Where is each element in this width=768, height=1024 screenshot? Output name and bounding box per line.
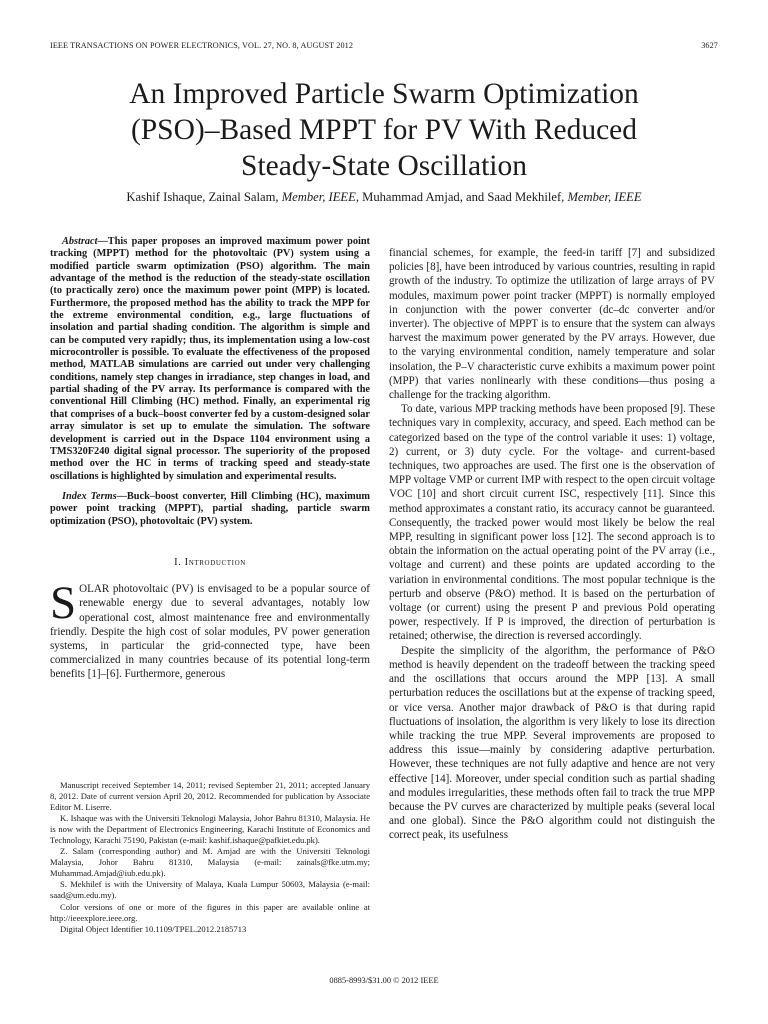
title-line: (PSO)–Based MPPT for PV With Reduced (130, 114, 638, 146)
page-number: 3627 (701, 41, 718, 50)
journal-header: IEEE TRANSACTIONS ON POWER ELECTRONICS, VOL. 27, NO. 8, AUGUST 2012 (50, 41, 354, 50)
footnotes (50, 780, 370, 935)
paper-title (40, 76, 728, 184)
title-line: An Improved Particle Swarm Optimization (129, 78, 639, 110)
left-column (50, 236, 370, 682)
footnote-mekhilef: S. Mekhilef is with the University of Malaya, Kuala Lumpur 50603, Malaysia (e-mail: saad@um.edu.my). (50, 879, 370, 901)
abstract-lead: Abstract (62, 236, 98, 247)
index-terms-lead: Index Terms (62, 490, 117, 502)
intro-text: OLAR photovoltaic (PV) is envisaged to be a popular source of renewable energy due to several advantages, notably low operational cost, almost maintenance free and environmentally friendly. Despite the high cost of solar modules, PV power generation systems, in particular the grid-connected type, have been commercialized in many countries because of its potential long-term benefits [1]–[6]. Furthermore, generous (50, 583, 370, 681)
footnote-doi: Digital Object Identifier 10.1109/TPEL.2012.2185713 (60, 923, 247, 934)
copyright-line: 0885-8993/$31.00 © 2012 IEEE (329, 976, 439, 985)
footnote-ishaque: K. Ishaque was with the Universiti Teknologi Malaysia, Johor Bahru 81310, Malaysia. He is now with the Department of Electronics Engineering, Karachi Institute of Economics and Technology, Karachi 75190, Pakistan (e-mail: kashif.ishaque@pafkiet.edu.pk). (50, 813, 370, 846)
author-role-2: Member, IEEE (567, 190, 642, 204)
author-list (40, 190, 728, 205)
footnote-color-versions: Color versions of one or more of the figures in this paper are available online at http://ieeexplore.ieee.org. (50, 901, 370, 923)
index-terms-text: —Buck–boost converter, Hill Climbing (HC), maximum power point tracking (MPPT), partial shading, particle swarm optimization (PSO), photovoltaic (PV) system. (50, 490, 370, 527)
running-header (50, 41, 718, 53)
footnote-manuscript: Manuscript received September 14, 2011; revised September 21, 2011; accepted January 8, 2012. Date of current version April 20, 2012. Recommended for publication by Associate Editor M. Liserre. (50, 780, 370, 813)
body-paragraph: To date, various MPP tracking methods have been proposed [9]. These techniques vary in complexity, accuracy, and speed. Each method can be categorized based on the type of the control variable it uses: 1) voltage, 2) current, or 3) duty cycle. For the voltage- and current-based techniques, two approaches are used. The first one is the observation of MPP voltage VMP or current IMP with respect to the open circuit voltage VOC [10] and short circuit current ISC, respectively [11]. Since this method approximates a constant ratio, its accuracy cannot be guaranteed. Consequently, the tracked power would most likely be below the real MPP, resulting in significant power loss [12]. The second approach is to obtain the information on the actual operating point of the PV array (i.e., voltage and current) and these points are updated according to the variation in environmental conditions. The most popular technique is the perturb and observe (P&O) method. It is based on the perturbation of voltage (or current) using the present P and previous Pold operating power, respectively. If P is improved, the direction of perturbation is retained; otherwise, the direction is reversed accordingly. (389, 403, 715, 643)
abstract-text: —This paper proposes an improved maximum power point tracking (MPPT) method for the photovoltaic (PV) system using a modified particle swarm optimization (PSO) algorithm. The main advantage of the method is the reduction of the steady-state oscillation (to practically zero) once the maximum power point (MPP) is located. Furthermore, the proposed method has the ability to track the MPP for the extreme environmental condition, e.g., large fluctuations of insolation and partial shading condition. The algorithm is simple and can be computed very rapidly; thus, its implementation using a low-cost microcontroller is possible. To evaluate the effectiveness of the proposed method, MATLAB simulations are carried out under very challenging conditions, namely step changes in irradiance, step changes in load, and partial shading of the PV array. Its performance is compared with the conventional Hill Climbing (HC) method. Finally, an experimental rig that comprises of a buck–boost converter fed by a custom-designed solar array simulator is set up to emulate the simulation. The software development is carried out in the Dspace 1104 environment using a TMS320F240 digital signal processor. The superiority of the proposed method over the HC in terms of tracking speed and steady-state oscillations is highlighted by simulation and experimental results. (50, 236, 370, 482)
author-role-1: Member, IEEE (281, 190, 356, 204)
index-terms (50, 491, 370, 528)
body-paragraph: financial schemes, for example, the feed-in tariff [7] and subsidized policies [8], have been introduced by various countries, resulting in rapid growth of the industry. To optimize the utilization of large arrays of PV modules, maximum power point tracker (MPPT) is normally employed in conjunction with the power converter (dc–dc converter and/or inverter). The objective of MPPT is to ensure that the system can always harvest the maximum power generated by the PV arrays. However, due to the varying environmental condition, namely temperature and solar insolation, the P–V characteristic curve exhibits a maximum power point (MPP) that varies nonlinearly with these conditions—thus posing a challenge for the tracking algorithm. (389, 247, 715, 402)
section-heading: I. Introduction (174, 556, 246, 568)
abstract (50, 236, 370, 483)
drop-cap: S (50, 577, 77, 630)
author-names-1: Kashif Ishaque, Zainal Salam, (126, 190, 282, 204)
body-paragraph: Despite the simplicity of the algorithm, the performance of P&O method is heavily dependent on the tradeoff between the tracking speed and the oscillations that occurs around the MPP [13]. A small perturbation reduces the oscillations but at the expense of tracking speed, or vice versa. Another major drawback of P&O is that during rapid fluctuations of insolation, the algorithm is very likely to lose its direction while tracking the true MPP. Several improvements are proposed to address this issue—mainly by considering adaptive perturbation. However, these techniques are not fully adaptive and hence are not very effective [14]. Moreover, under special condition such as partial shading and modules irregularities, these methods often fail to track the true MPP because the PV curves are characterized by multiple peaks (several local and one global). Since the P&O algorithm could not distinguish the correct peak, its usefulness (389, 644, 715, 842)
author-names-2: , Muhammad Amjad, and Saad Mekhilef, (355, 190, 568, 204)
right-column (389, 246, 715, 843)
title-line: Steady-State Oscillation (241, 150, 527, 182)
footnote-salam-amjad: Z. Salam (corresponding author) and M. Amjad are with the Universiti Teknologi Malaysia, Johor Bahru 81310, Malaysia (e-mail: zainals@fke.utm.my; Muhammad.Amjad@iub.edu.pk). (50, 846, 370, 879)
intro-paragraph (50, 577, 370, 681)
